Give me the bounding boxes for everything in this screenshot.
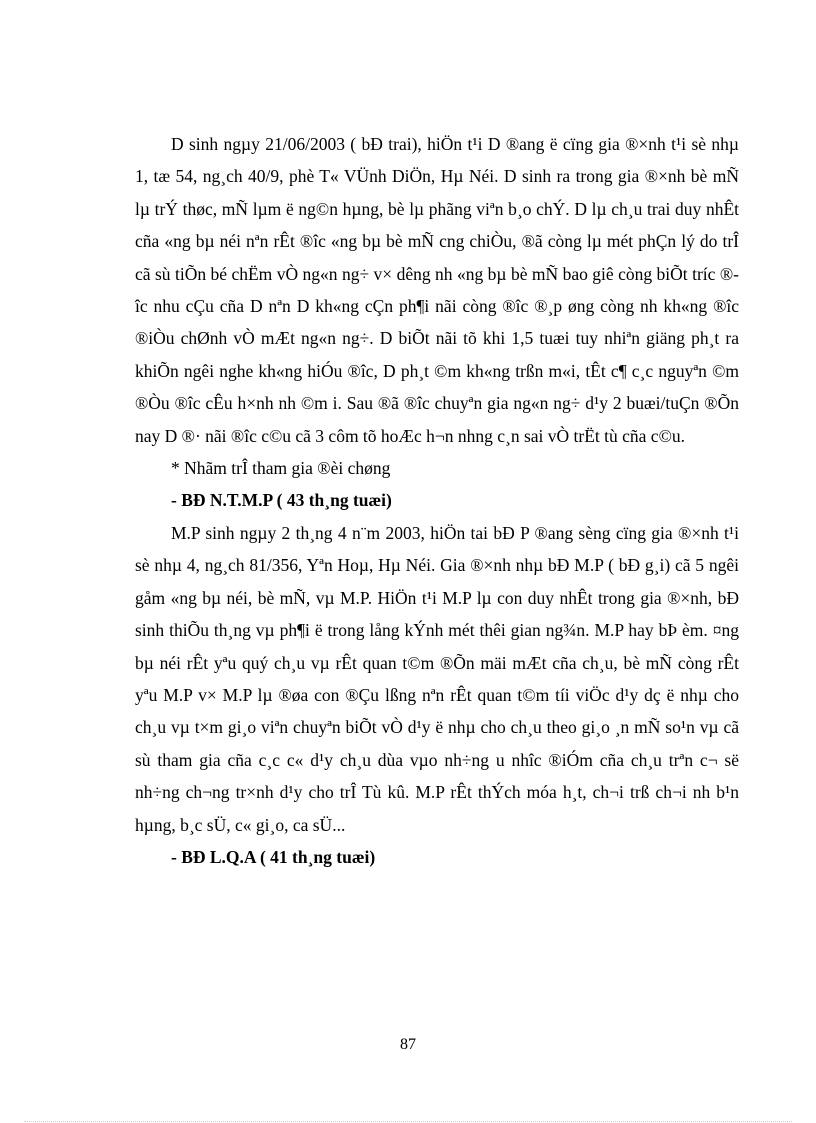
paragraph-subject-mp: M.P sinh ngµy 2 th¸ng 4 n¨m 2003, hiÖn tai bÐ P ®ang sèng cïng gia ®×nh t¹i sè nhµ 4, ng¸ch 81/356, Yªn Hoµ, Hµ Néi. Gia ®×nh nhµ bÐ M.P ( bÐ g¸i) cã 5 ngêi gåm «ng bµ néi, bè mÑ, vµ M.P. HiÖn t¹i M.P lµ con duy nhÊt trong gia ®×nh, bÐ sinh thiÕu th¸ng vµ ph¶i ë trong lång kÝnh mét thêi gian ng¾n. M.P hay bÞ èm. ¤ng bµ néi rÊt yªu quý ch¸u vµ rÊt quan t©m ®Õn mäi mÆt cña ch¸u, bè mÑ còng rÊt yªu M.P v× M.P lµ ®øa con ®Çu lßng nªn rÊt quan t©m tíi viÖc d¹y dç ë nhµ cho ch¸u vµ t×m gi¸o viªn chuyªn biÕt vÒ d¹y ë nhµ cho ch¸u theo gi¸o ¸n mÑ so¹n vµ cã sù tham gia cña c¸c c« d¹y ch¸u dùa vµo nh÷ng u nhîc ®iÓm cña ch¸u trªn c¬ së nh÷ng ch¬ng tr×nh d¹y cho trÎ Tù kû. M.P rÊt thÝch móa h¸t, ch¬i trß ch¬i nh b¹n hµng, b¸c sÜ, c« gi¸o, ca sÜ... [135, 522, 739, 835]
section-heading-control-group: * Nhãm trÎ tham gia ®èi chøng [171, 458, 391, 479]
paragraph-subject-d: D sinh ngµy 21/06/2003 ( bÐ trai), hiÖn t¹i D ®ang ë cïng gia ®×nh t¹i sè nhµ 1, tæ 54, ng¸ch 40/9, phè T« VÜnh DiÖn, Hµ Néi. D sinh ra trong gia ®×nh bè mÑ lµ trÝ thøc, mÑ lµm ë ng©n hµng, bè lµ phãng viªn b¸o chÝ. D lµ ch¸u trai duy nhÊt cña «ng bµ néi nªn rÊt ®îc «ng bµ bè mÑ cng chiÒu, ®ã còng lµ mét phÇn lý do trÎ cã sù tiÕn bé chËm vÒ ng«n ng÷ v× dêng nh «ng bµ bè mÑ bao giê còng biÕt tríc ®îc nhu cÇu cña D nªn D kh«ng cÇn ph¶i nãi còng ®îc ®¸p øng còng nh kh«ng ®îc ®iÒu chØnh vÒ mÆt ng«n ng÷. D biÕt nãi tõ khi 1,5 tuæi tuy nhiªn giäng ph¸t ra khiÕn ngêi nghe kh«ng hiÓu ®îc, D ph¸t ©m kh«ng trßn m«i, tÊt c¶ c¸c nguyªn ©m ®Òu ®îc cÊu h×nh nh ©m i. Sau ®ã ®îc chuyªn gia ng«n ng÷ d¹y 2 buæi/tuÇn ®Õn nay D ®· nãi ®îc c©u cã 3 côm tõ hoÆc h¬n nhng c¸n sai vÒ trËt tù cña c©u. [135, 134, 739, 446]
page-body [135, 128, 739, 873]
page-number: 87 [400, 1036, 416, 1053]
page-bottom-divider [24, 1121, 792, 1122]
subject-heading-qa: - BÐ L.Q.A ( 41 th¸ng tuæi) [171, 846, 376, 867]
subject-heading-mp: - BÐ N.T.M.P ( 43 th¸ng tuæi) [171, 490, 392, 511]
